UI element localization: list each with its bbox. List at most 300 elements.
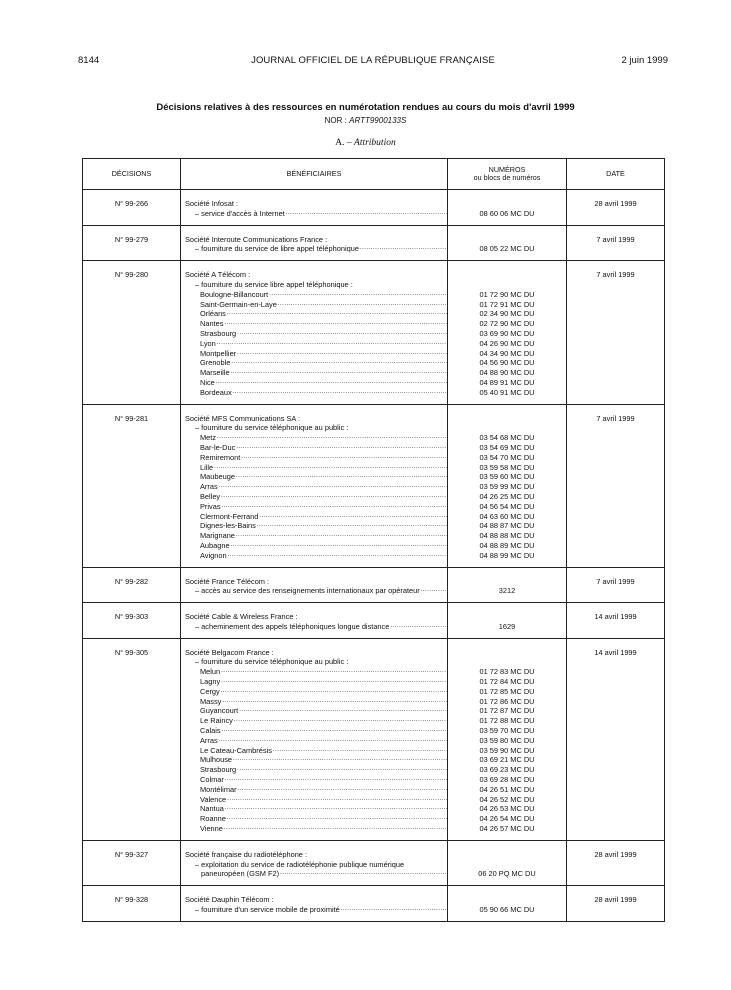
city-number: 01 72 90 MC DU — [479, 289, 535, 299]
numbers-cell — [448, 603, 567, 639]
service-line — [181, 280, 447, 290]
city-name: Orléans — [200, 309, 226, 319]
city-line — [181, 804, 447, 814]
blank-line — [448, 612, 566, 622]
city-name: Cergy — [200, 686, 220, 696]
city-number: 03 54 69 MC DU — [479, 442, 535, 452]
blank-line — [448, 235, 566, 245]
beneficiary-cell — [181, 886, 448, 922]
city-number: 03 59 70 MC DU — [479, 726, 535, 736]
table-row — [83, 261, 665, 404]
leader-dots — [219, 736, 447, 746]
table-row — [83, 225, 665, 261]
city-line — [181, 492, 447, 502]
city-line — [181, 482, 447, 492]
leader-dots — [233, 388, 447, 398]
city-line — [181, 755, 447, 765]
city-name: Bar-le-Duc — [200, 442, 236, 452]
service-description: – acheminement des appels téléphoniques longue distance — [195, 621, 390, 631]
decision-date: 28 avril 1999 — [594, 849, 637, 859]
header-numeros-line1: NUMÉROS — [488, 164, 526, 174]
date-cell — [567, 638, 665, 840]
date-cell — [567, 225, 665, 261]
date-cell — [567, 886, 665, 922]
decision-number: N° 99-266 — [114, 199, 149, 208]
city-name: Le Cateau-Cambrésis — [200, 745, 272, 755]
leader-dots — [217, 339, 447, 349]
city-number: 03 54 70 MC DU — [479, 452, 535, 462]
service-number: 1629 — [498, 621, 516, 631]
table-header-row — [83, 159, 665, 190]
table-row — [83, 404, 665, 567]
blank-line — [448, 280, 566, 290]
decision-number: N° 99-328 — [114, 895, 149, 905]
service-line — [181, 657, 447, 667]
city-name: Valence — [200, 794, 227, 804]
city-line — [181, 349, 447, 359]
decision-cell — [83, 638, 181, 840]
city-line — [181, 795, 447, 805]
date-cell — [567, 404, 665, 567]
city-name: Massy — [200, 696, 222, 706]
city-number: 01 72 85 MC DU — [479, 686, 535, 696]
decision-date: 7 avril 1999 — [596, 234, 635, 244]
beneficiary-cell — [181, 638, 448, 840]
city-number: 04 56 90 MC DU — [479, 358, 535, 368]
city-name: Bordeaux — [200, 387, 232, 397]
table-row — [83, 190, 665, 226]
city-name: Lyon — [200, 338, 216, 348]
city-number: 04 63 60 MC DU — [479, 511, 535, 521]
leader-dots — [421, 586, 447, 596]
table-row — [83, 886, 665, 922]
leader-dots — [224, 824, 447, 834]
service-description: – accès au service des renseignements internationaux par opérateur — [195, 586, 420, 596]
document-title: Décisions relatives à des ressources en numérotation rendues au cours du mois d'avril 1999 — [156, 102, 575, 113]
city-line — [181, 472, 447, 482]
city-name: Montélimar — [200, 784, 237, 794]
leader-dots — [360, 244, 447, 254]
numbers-cell — [448, 190, 567, 226]
city-name: Marignane — [200, 531, 235, 541]
city-number: 04 88 87 MC DU — [479, 521, 535, 531]
decision-cell — [83, 886, 181, 922]
city-name: Remiremont — [200, 452, 241, 462]
nor-reference — [0, 116, 731, 125]
leader-dots — [222, 502, 447, 512]
service-number: 3212 — [498, 586, 516, 596]
city-name: Lagny — [200, 677, 221, 687]
section-prefix: A. – — [335, 138, 352, 148]
leader-dots — [241, 453, 447, 463]
blank-line — [448, 850, 566, 860]
city-line — [181, 358, 447, 368]
decision-date: 7 avril 1999 — [596, 413, 635, 423]
city-line — [181, 746, 447, 756]
city-line — [181, 541, 447, 551]
city-line — [181, 339, 447, 349]
city-line — [181, 443, 447, 453]
city-number: 04 88 99 MC DU — [479, 550, 535, 560]
city-name: Saint-Germain-en-Laye — [200, 299, 277, 309]
city-name: Belley — [200, 491, 221, 501]
city-number: 03 59 99 MC DU — [479, 482, 535, 492]
leader-dots — [239, 706, 447, 716]
city-name: Nice — [200, 377, 215, 387]
company-name: Société Cable & Wireless France : — [185, 612, 298, 622]
city-number: 03 59 90 MC DU — [479, 745, 535, 755]
service-description: – fourniture d'un service mobile de proximité — [195, 905, 340, 915]
city-number: 03 69 21 MC DU — [479, 755, 535, 765]
city-line — [181, 736, 447, 746]
decision-date: 14 avril 1999 — [594, 612, 637, 622]
city-line — [181, 309, 447, 319]
city-number: 01 72 91 MC DU — [479, 299, 535, 309]
leader-dots — [286, 209, 447, 219]
decision-cell — [83, 567, 181, 603]
city-line — [181, 453, 447, 463]
numbers-cell — [448, 404, 567, 567]
service-description: – fourniture du service de libre appel téléphonique — [195, 244, 359, 254]
decision-number: N° 99-280 — [114, 270, 149, 280]
city-number: 04 88 88 MC DU — [479, 531, 535, 541]
city-number: 04 34 90 MC DU — [479, 348, 535, 358]
decision-cell — [83, 603, 181, 639]
service-line — [181, 209, 447, 219]
city-number: 01 72 84 MC DU — [479, 677, 535, 687]
city-number: 03 54 68 MC DU — [479, 433, 535, 443]
decision-number: N° 99-303 — [114, 612, 149, 622]
leader-dots — [221, 492, 447, 502]
city-line — [181, 551, 447, 561]
leader-dots — [231, 368, 447, 378]
city-name: Colmar — [200, 775, 224, 785]
city-line — [181, 775, 447, 785]
city-name: Melun — [200, 667, 221, 677]
leader-dots — [237, 349, 447, 359]
blank-line — [448, 199, 566, 209]
city-line — [181, 378, 447, 388]
company-name: Société Infosat : — [185, 199, 238, 208]
company-name: Société française du radiotéléphone : — [185, 849, 308, 859]
city-number: 04 26 51 MC DU — [479, 784, 535, 794]
city-name: Lille — [200, 462, 214, 472]
nor-value: ARTT9900133S — [349, 116, 407, 125]
city-name: Clermont-Ferrand — [200, 511, 259, 521]
service-line — [181, 622, 447, 632]
beneficiary-cell — [181, 190, 448, 226]
leader-dots — [217, 433, 447, 443]
city-name: Mulhouse — [200, 755, 233, 765]
city-name: Arras — [200, 735, 218, 745]
leader-dots — [269, 290, 447, 300]
city-number: 04 88 89 MC DU — [479, 540, 535, 550]
blank-line — [448, 648, 566, 658]
decision-cell — [83, 225, 181, 261]
city-name: Strasbourg — [200, 328, 237, 338]
service-continuation — [181, 869, 447, 879]
city-line — [181, 814, 447, 824]
company-name: Société A Télécom : — [185, 270, 251, 280]
city-name: Avignon — [200, 550, 227, 560]
city-number: 03 59 58 MC DU — [479, 462, 535, 472]
beneficiary-cell — [181, 603, 448, 639]
leader-dots — [228, 551, 447, 561]
city-line — [181, 319, 447, 329]
numbers-cell — [448, 840, 567, 885]
leader-dots — [222, 697, 447, 707]
decision-number: N° 99-327 — [114, 849, 149, 859]
leader-dots — [225, 804, 447, 814]
city-name: Le Raincy — [200, 716, 233, 726]
leader-dots — [221, 687, 447, 697]
city-name: Strasbourg — [200, 765, 237, 775]
table-row — [83, 603, 665, 639]
city-name: Roanne — [200, 814, 226, 824]
leader-dots — [221, 677, 447, 687]
leader-dots — [237, 329, 447, 339]
leader-dots — [237, 765, 447, 775]
city-line — [181, 388, 447, 398]
city-line — [181, 726, 447, 736]
service-line — [181, 423, 447, 433]
table-row — [83, 638, 665, 840]
beneficiary-cell — [181, 261, 448, 404]
city-line — [181, 368, 447, 378]
city-line — [181, 329, 447, 339]
leader-dots — [233, 755, 447, 765]
leader-dots — [390, 622, 447, 632]
leader-dots — [234, 716, 447, 726]
service-line — [181, 860, 447, 870]
numbers-cell — [448, 261, 567, 404]
header-numeros — [448, 159, 567, 190]
city-name: Marseille — [200, 368, 230, 378]
nor-label: NOR : — [324, 116, 347, 125]
decisions-table — [82, 158, 665, 922]
date-cell — [567, 567, 665, 603]
page-header — [78, 55, 668, 69]
blank-line — [448, 577, 566, 587]
city-line — [181, 687, 447, 697]
blank-line — [448, 657, 566, 667]
city-line — [181, 667, 447, 677]
decision-date: 7 avril 1999 — [596, 270, 635, 280]
leader-dots — [236, 472, 447, 482]
city-name: Arras — [200, 482, 218, 492]
company-name: Société Interoute Communications France : — [185, 234, 328, 244]
service-line — [181, 586, 447, 596]
leader-dots — [227, 814, 447, 824]
city-name: Grenoble — [200, 358, 231, 368]
leader-dots — [278, 300, 447, 310]
leader-dots — [231, 358, 447, 368]
company-name: Société MFS Communications SA : — [185, 413, 301, 423]
city-number: 01 72 83 MC DU — [479, 667, 535, 677]
date-cell — [567, 190, 665, 226]
service-number: 08 05 22 MC DU — [479, 244, 535, 254]
city-number: 01 72 88 MC DU — [479, 716, 535, 726]
city-line — [181, 677, 447, 687]
city-name: Dignes-les-Bains — [200, 521, 256, 531]
leader-dots — [280, 869, 447, 879]
city-number: 05 40 91 MC DU — [479, 387, 535, 397]
decision-number: N° 99-279 — [114, 234, 149, 244]
section-heading — [0, 138, 731, 148]
city-number: 03 69 23 MC DU — [479, 765, 535, 775]
numbers-cell — [448, 567, 567, 603]
beneficiary-cell — [181, 404, 448, 567]
service-number: 08 60 06 MC DU — [479, 208, 535, 218]
service-description: – fourniture du service téléphonique au public : — [195, 423, 349, 433]
header-decisions: DÉCISIONS — [83, 159, 181, 190]
city-number: 04 26 53 MC DU — [479, 804, 535, 814]
table-row — [83, 840, 665, 885]
city-line — [181, 463, 447, 473]
leader-dots — [236, 443, 447, 453]
city-number: 04 56 54 MC DU — [479, 501, 535, 511]
city-line — [181, 521, 447, 531]
blank-line — [448, 860, 566, 870]
city-name: Privas — [200, 501, 221, 511]
beneficiary-cell — [181, 225, 448, 261]
city-name: Nantua — [200, 804, 224, 814]
city-number: 04 26 57 MC DU — [479, 824, 535, 834]
service-line — [181, 905, 447, 915]
date-cell — [567, 840, 665, 885]
city-number: 01 72 86 MC DU — [479, 696, 535, 706]
leader-dots — [222, 726, 447, 736]
service-number: 05 90 66 MC DU — [479, 905, 535, 915]
decision-date: 28 avril 1999 — [594, 895, 637, 905]
header-beneficiaires: BÉNÉFICIAIRES — [181, 159, 448, 190]
date-cell — [567, 603, 665, 639]
service-description: – fourniture du service téléphonique au public : — [195, 657, 349, 667]
decision-cell — [83, 261, 181, 404]
city-number: 02 72 90 MC DU — [479, 319, 535, 329]
leader-dots — [236, 531, 447, 541]
leader-dots — [273, 746, 447, 756]
city-name: Montpellier — [200, 348, 237, 358]
section-name: Attribution — [354, 138, 396, 148]
city-number: 04 26 52 MC DU — [479, 794, 535, 804]
leader-dots — [231, 541, 447, 551]
city-number: 03 69 90 MC DU — [479, 328, 535, 338]
leader-dots — [221, 667, 447, 677]
city-number: 04 26 54 MC DU — [479, 814, 535, 824]
decision-number: N° 99-282 — [114, 576, 149, 586]
company-name: Société France Télécom : — [185, 576, 270, 586]
city-name: Maubeuge — [200, 472, 235, 482]
city-number: 04 88 90 MC DU — [479, 368, 535, 378]
city-line — [181, 706, 447, 716]
city-line — [181, 300, 447, 310]
city-line — [181, 765, 447, 775]
service-number: 06 20 PQ MC DU — [478, 869, 536, 879]
city-name: Boulogne-Billancourt — [200, 289, 269, 299]
header-date: DATE — [567, 159, 665, 190]
decision-cell — [83, 190, 181, 226]
leader-dots — [214, 463, 447, 473]
city-line — [181, 785, 447, 795]
city-name: Vienne — [200, 824, 223, 834]
blank-line — [448, 414, 566, 424]
leader-dots — [227, 795, 447, 805]
leader-dots — [216, 378, 447, 388]
leader-dots — [341, 905, 447, 915]
leader-dots — [224, 319, 447, 329]
service-description: – fourniture du service libre appel téléphonique : — [195, 279, 353, 289]
blank-line — [448, 270, 566, 280]
leader-dots — [225, 775, 447, 785]
city-number: 04 89 91 MC DU — [479, 377, 535, 387]
city-line — [181, 433, 447, 443]
service-line — [181, 244, 447, 254]
beneficiary-cell — [181, 840, 448, 885]
blank-line — [448, 423, 566, 433]
city-line — [181, 824, 447, 834]
city-line — [181, 697, 447, 707]
numbers-cell — [448, 638, 567, 840]
journal-title: JOURNAL OFFICIEL DE LA RÉPUBLIQUE FRANÇAISE — [251, 55, 495, 66]
city-number: 04 26 25 MC DU — [479, 491, 535, 501]
date-cell — [567, 261, 665, 404]
city-number: 03 69 28 MC DU — [479, 775, 535, 785]
company-name: Société Dauphin Télécom : — [185, 895, 274, 905]
publication-date: 2 juin 1999 — [621, 55, 668, 66]
company-name: Société Belgacom France : — [185, 647, 274, 657]
decision-cell — [83, 840, 181, 885]
blank-line — [448, 895, 566, 905]
leader-dots — [259, 512, 447, 522]
page-number: 8144 — [78, 55, 100, 66]
leader-dots — [238, 785, 447, 795]
header-numeros-line2: ou blocs de numéros — [473, 173, 541, 182]
city-line — [181, 716, 447, 726]
decision-cell — [83, 404, 181, 567]
city-name: Aubagne — [200, 540, 230, 550]
city-number: 02 34 90 MC DU — [479, 309, 535, 319]
leader-dots — [219, 482, 447, 492]
city-line — [181, 502, 447, 512]
city-line — [181, 531, 447, 541]
city-name: Calais — [200, 726, 221, 736]
decision-date: 28 avril 1999 — [594, 199, 637, 208]
decision-date: 14 avril 1999 — [594, 647, 637, 657]
decision-number: N° 99-305 — [114, 647, 149, 657]
city-name: Guyancourt — [200, 706, 239, 716]
city-number: 03 59 80 MC DU — [479, 735, 535, 745]
leader-dots — [227, 309, 447, 319]
service-continuation-text: paneuropéen (GSM F2) — [201, 869, 280, 879]
city-number: 03 59 60 MC DU — [479, 472, 535, 482]
city-line — [181, 290, 447, 300]
city-number: 01 72 87 MC DU — [479, 706, 535, 716]
numbers-cell — [448, 225, 567, 261]
table-row — [83, 567, 665, 603]
beneficiary-cell — [181, 567, 448, 603]
city-name: Nantes — [200, 319, 224, 329]
decision-number: N° 99-281 — [114, 413, 149, 423]
numbers-cell — [448, 886, 567, 922]
decision-date: 7 avril 1999 — [596, 576, 635, 586]
leader-dots — [257, 521, 447, 531]
city-line — [181, 512, 447, 522]
service-description: – service d'accès à Internet — [195, 208, 285, 218]
city-number: 04 26 90 MC DU — [479, 338, 535, 348]
service-description: – exploitation du service de radiotéléphonie publique numérique — [195, 859, 405, 869]
city-name: Metz — [200, 433, 217, 443]
